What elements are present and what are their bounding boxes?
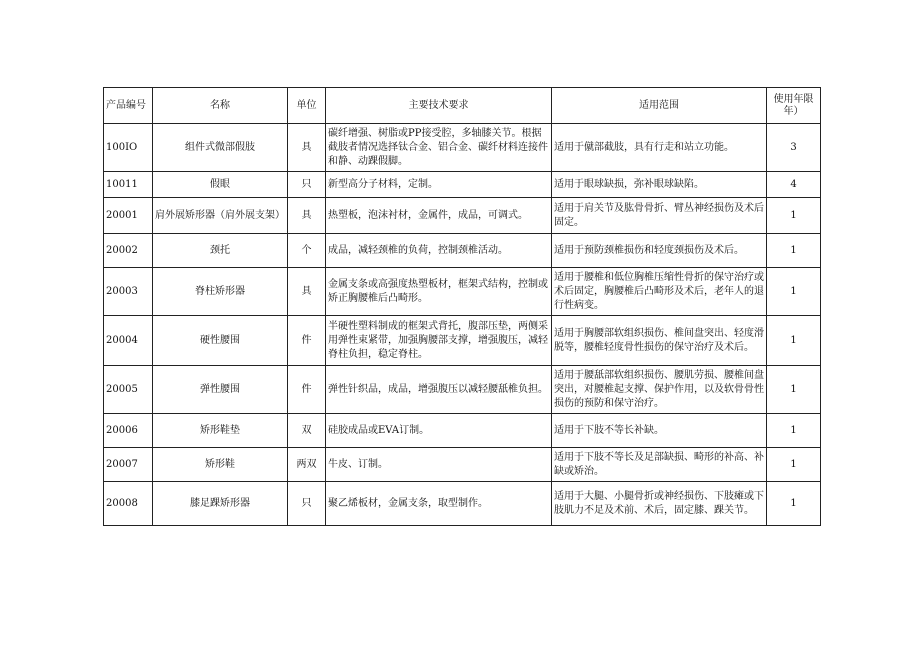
cell-years: 1 <box>767 234 821 268</box>
cell-scope: 适用于腰椎和低位胸椎压缩性骨折的保守治疗或术后固定，胸腰椎后凸畸形及术后，老年人的退行性病变。 <box>552 268 767 316</box>
cell-name: 矫形鞋垫 <box>153 414 288 448</box>
cell-requirements: 牛皮、订制。 <box>326 448 552 482</box>
cell-scope: 适用于僦部截肢，具有行走和站立功能。 <box>552 124 767 172</box>
cell-unit: 只 <box>288 482 326 526</box>
cell-requirements: 半硬性塑料制成的框架式背托，腹部压垫，两侧采用弹性束紧带，加强胸腰部支撑，增强腹压，减轻脊柱负担，稳定脊柱。 <box>326 316 552 366</box>
table-header-row <box>104 88 821 124</box>
header-requirements: 主要技术要求 <box>326 88 552 124</box>
cell-name: 组件式微部假肢 <box>153 124 288 172</box>
cell-requirements: 硅胶成品或EVA订制。 <box>326 414 552 448</box>
cell-code: 20008 <box>104 482 153 526</box>
cell-name: 矫形鞋 <box>153 448 288 482</box>
cell-requirements: 碳纤增强、树脂或PP接受腔，多轴膝关节。根据截肢者情况选择钛合金、铝合金、碳纤材料连接件和静、动踝假脚。 <box>326 124 552 172</box>
cell-scope: 适用于肩关节及肱骨骨折、臂丛神经损伤及术后固定。 <box>552 198 767 234</box>
cell-unit: 双 <box>288 414 326 448</box>
table-row <box>104 482 821 526</box>
cell-code: 20001 <box>104 198 153 234</box>
cell-scope: 适用于大腿、小腿骨折或神经损伤、下肢瘫或下肢肌力不足及术前、术后，固定膝、踝关节。 <box>552 482 767 526</box>
cell-scope: 适用于预防颈椎损伤和轻度颈损伤及术后。 <box>552 234 767 268</box>
table-row <box>104 448 821 482</box>
cell-years: 1 <box>767 366 821 414</box>
cell-requirements: 弹性针织品，成品，增强腹压以减轻腰舐椎负担。 <box>326 366 552 414</box>
table-row <box>104 366 821 414</box>
cell-requirements: 新型高分子材料，定制。 <box>326 172 552 198</box>
cell-unit: 只 <box>288 172 326 198</box>
cell-unit: 件 <box>288 366 326 414</box>
cell-years: 4 <box>767 172 821 198</box>
table-row <box>104 124 821 172</box>
cell-scope: 适用于眼球缺损，弥补眼球缺陷。 <box>552 172 767 198</box>
cell-scope: 适用于腰舐部软组织损伤、腰肌劳损、腰椎间盘突出，对腰椎起支撑、保护作用，以及软骨骨性损伤的预防和保守治疗。 <box>552 366 767 414</box>
product-spec-table <box>103 87 821 526</box>
cell-requirements: 金属支条或高强度热塑板材，框架式结构，控制或矫正胸腰椎后凸畸形。 <box>326 268 552 316</box>
cell-unit: 个 <box>288 234 326 268</box>
cell-years: 1 <box>767 268 821 316</box>
cell-name: 弹性腰围 <box>153 366 288 414</box>
cell-name: 脊柱矫形器 <box>153 268 288 316</box>
header-code: 产品编号 <box>104 88 153 124</box>
cell-code: 20002 <box>104 234 153 268</box>
header-scope: 适用范围 <box>552 88 767 124</box>
header-years: 使用年限年） <box>767 88 821 124</box>
cell-name: 肩外展矫形器（肩外展支架） <box>153 198 288 234</box>
table-row <box>104 316 821 366</box>
cell-scope: 适用于胸腰部软组织损伤、椎间盘突出、轻度滑脱等，腰椎轻度骨性损伤的保守治疗及术后。 <box>552 316 767 366</box>
cell-name: 假眼 <box>153 172 288 198</box>
cell-unit: 具 <box>288 198 326 234</box>
cell-unit: 具 <box>288 268 326 316</box>
cell-unit: 件 <box>288 316 326 366</box>
cell-years: 1 <box>767 414 821 448</box>
header-name: 名称 <box>153 88 288 124</box>
cell-scope: 适用于下肢不等长补缺。 <box>552 414 767 448</box>
cell-years: 1 <box>767 448 821 482</box>
header-unit: 单位 <box>288 88 326 124</box>
cell-years: 1 <box>767 482 821 526</box>
cell-unit: 两双 <box>288 448 326 482</box>
cell-years: 1 <box>767 198 821 234</box>
cell-code: 20005 <box>104 366 153 414</box>
cell-requirements: 热塑板，泡沫衬材，金属件，成品，可调式。 <box>326 198 552 234</box>
cell-years: 3 <box>767 124 821 172</box>
cell-name: 硬性腰围 <box>153 316 288 366</box>
cell-unit: 具 <box>288 124 326 172</box>
table-row <box>104 268 821 316</box>
cell-requirements: 聚乙烯板材，金属支条，取型制作。 <box>326 482 552 526</box>
cell-requirements: 成品，减轻颈椎的负荷，控制颈椎活动。 <box>326 234 552 268</box>
cell-code: 10011 <box>104 172 153 198</box>
cell-name: 膝足踝矫形器 <box>153 482 288 526</box>
cell-scope: 适用于下肢不等长及足部缺损、畸形的补高、补缺或矫治。 <box>552 448 767 482</box>
table-row <box>104 172 821 198</box>
cell-code: 20007 <box>104 448 153 482</box>
cell-code: 100IO <box>104 124 153 172</box>
cell-code: 20006 <box>104 414 153 448</box>
cell-code: 20003 <box>104 268 153 316</box>
table-row <box>104 414 821 448</box>
cell-years: 1 <box>767 316 821 366</box>
table-row <box>104 198 821 234</box>
cell-code: 20004 <box>104 316 153 366</box>
cell-name: 颈托 <box>153 234 288 268</box>
table-row <box>104 234 821 268</box>
